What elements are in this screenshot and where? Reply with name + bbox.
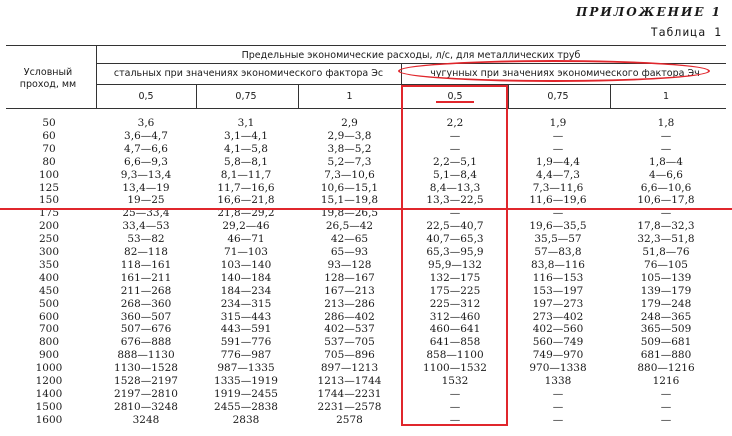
table-row <box>0 363 732 373</box>
value-cell: 10,6—17,8 <box>637 194 695 207</box>
value-cell: 11,7—16,6 <box>217 181 275 194</box>
diameter-cell: 250 <box>38 233 60 246</box>
value-cell: 179—248 <box>640 297 692 310</box>
diameter-cell: 200 <box>38 220 60 233</box>
value-cell: 591—776 <box>220 336 272 349</box>
value-cell: — <box>660 413 672 426</box>
value-cell: 19,6—35,5 <box>529 220 587 233</box>
top-header: Предельные экономические расходы, л/с, для металлических труб <box>241 50 581 61</box>
diameter-cell: 350 <box>38 258 60 271</box>
value-cell: 6,6—9,3 <box>124 155 168 168</box>
annotation-box <box>401 85 508 426</box>
value-cell: 749—970 <box>532 349 584 362</box>
value-cell: 1919—2455 <box>214 387 278 400</box>
value-cell: 93—128 <box>327 258 372 271</box>
value-cell: 402—560 <box>532 323 584 336</box>
value-cell: 312—460 <box>429 310 481 323</box>
value-cell: 286—402 <box>324 310 375 323</box>
table-label: Таблица 1 <box>650 25 722 39</box>
value-cell: 9,3—13,4 <box>120 168 172 181</box>
value-cell: 71—103 <box>224 246 268 258</box>
value-cell: 5,8—8,1 <box>224 155 268 168</box>
value-cell: 1,8—4 <box>649 155 683 168</box>
value-cell: 15,1—19,8 <box>320 194 379 207</box>
value-cell: 1130—1528 <box>114 362 178 375</box>
value-cell: 5,2—7,3 <box>327 155 372 168</box>
value-cell: 184—234 <box>220 284 272 297</box>
value-cell: 40,7—65,3 <box>426 233 484 246</box>
value-cell: — <box>449 207 461 220</box>
value-cell: 3,1—4,1 <box>224 129 268 142</box>
value-cell: 3,6 <box>137 117 155 129</box>
value-cell: 10,6—15,1 <box>320 181 379 194</box>
header-bottom-rule <box>6 108 726 109</box>
value-cell: 2197—2810 <box>114 387 178 400</box>
value-cell: 2,2 <box>446 117 464 129</box>
value-cell: 175—225 <box>429 284 481 297</box>
value-cell: 65,3—95,9 <box>426 246 484 258</box>
value-cell: — <box>449 387 461 400</box>
diameter-cell: 150 <box>38 194 60 207</box>
value-cell: — <box>552 387 564 400</box>
diameter-cell: 100 <box>38 168 60 181</box>
value-cell: 1338 <box>544 375 572 387</box>
diameter-cell: 1000 <box>35 362 63 375</box>
value-cell: 2,2—5,1 <box>433 155 477 168</box>
value-cell: 4,1—5,8 <box>224 142 268 155</box>
factor-cast-0-5: 0,5 <box>447 91 463 102</box>
value-cell: 16,6—21,8 <box>217 194 275 207</box>
table-row <box>0 131 732 141</box>
value-cell: 5,1—8,4 <box>433 168 477 181</box>
value-cell: 128—167 <box>324 271 375 284</box>
value-cell: 4,4—7,3 <box>536 168 580 181</box>
table-row <box>0 273 732 283</box>
value-cell: 1100—1532 <box>423 362 487 375</box>
table-row <box>0 170 732 180</box>
value-cell: 161—211 <box>120 271 172 284</box>
value-cell: 1335—1919 <box>214 375 278 387</box>
value-cell: 3248 <box>132 413 160 426</box>
value-cell: — <box>449 400 461 413</box>
value-cell: 365—509 <box>640 323 692 336</box>
value-cell: 29,2—46 <box>222 220 270 233</box>
value-cell: 537—705 <box>324 336 375 349</box>
diameter-cell: 900 <box>38 349 60 362</box>
value-cell: 21,8—29,2 <box>217 207 275 220</box>
value-cell: 248—365 <box>640 310 692 323</box>
value-cell: 402—537 <box>324 323 375 336</box>
value-cell: — <box>660 129 672 142</box>
value-cell: 360—507 <box>120 310 172 323</box>
table-row <box>0 376 732 386</box>
value-cell: 3,8—5,2 <box>327 142 372 155</box>
value-cell: 1213—1744 <box>317 375 382 387</box>
value-cell: 560—749 <box>532 336 584 349</box>
value-cell: 19—25 <box>127 194 165 207</box>
table-row <box>0 157 732 167</box>
diameter-cell: 1200 <box>35 375 63 387</box>
value-cell: 3,1 <box>237 117 255 129</box>
factor-steel-1: 1 <box>346 91 353 102</box>
value-cell: 2578 <box>336 413 363 426</box>
value-cell: 46—71 <box>227 233 265 246</box>
value-cell: 1,8 <box>657 117 675 129</box>
value-cell: — <box>552 413 564 426</box>
diameter-cell: 1400 <box>35 387 63 400</box>
value-cell: 987—1335 <box>217 362 275 375</box>
table-row <box>0 299 732 309</box>
value-cell: — <box>449 142 461 155</box>
value-cell: — <box>660 400 672 413</box>
value-cell: — <box>449 413 461 426</box>
annotation-oval <box>398 60 710 82</box>
value-cell: 2,9—3,8 <box>327 129 372 142</box>
value-cell: 22,5—40,7 <box>426 220 484 233</box>
diameter-cell: 50 <box>42 117 56 129</box>
value-cell: 116—153 <box>532 271 584 284</box>
value-cell: 268—360 <box>120 297 172 310</box>
value-cell: 26,5—42 <box>325 220 374 233</box>
value-cell: 225—312 <box>429 297 481 310</box>
value-cell: — <box>552 400 564 413</box>
value-cell: 3,6—4,7 <box>124 129 168 142</box>
diameter-cell: 600 <box>38 310 60 323</box>
value-cell: 2810—3248 <box>114 400 178 413</box>
value-cell: 443—591 <box>220 323 272 336</box>
table-top-rule <box>6 45 726 46</box>
value-cell: 103—140 <box>220 258 272 271</box>
value-cell: 641—858 <box>429 336 481 349</box>
value-cell: 273—402 <box>532 310 584 323</box>
value-cell: 132—175 <box>429 271 481 284</box>
value-cell: 4,7—6,6 <box>124 142 168 155</box>
value-cell: 153—197 <box>532 284 584 297</box>
value-cell: 76—105 <box>644 258 688 271</box>
diameter-cell: 1500 <box>35 400 63 413</box>
factor-steel-0-5: 0,5 <box>138 91 154 102</box>
diameter-cell: 70 <box>42 142 56 155</box>
table-row <box>0 144 732 154</box>
value-cell: 118—161 <box>120 258 172 271</box>
value-cell: 83,8—116 <box>531 258 585 271</box>
value-cell: 2455—2838 <box>214 400 278 413</box>
table-row <box>0 221 732 231</box>
value-cell: 95,9—132 <box>428 258 482 271</box>
row-label-header: Условный проход, мм <box>19 67 77 90</box>
value-cell: 776—987 <box>220 349 272 362</box>
value-cell: 17,8—32,3 <box>637 220 695 233</box>
value-cell: 2231—2578 <box>317 400 382 413</box>
value-cell: 35,5—57 <box>534 233 582 246</box>
value-cell: 234—315 <box>220 297 272 310</box>
value-cell: 888—1130 <box>117 349 175 362</box>
value-cell: — <box>552 129 564 142</box>
diameter-cell: 400 <box>38 271 60 284</box>
value-cell: 82—118 <box>124 246 168 258</box>
value-cell: 509—681 <box>640 336 692 349</box>
table-row <box>0 195 732 205</box>
diameter-cell: 500 <box>38 297 60 310</box>
value-cell: 13,4—19 <box>122 181 170 194</box>
diameter-cell: 700 <box>38 323 60 336</box>
value-cell: 32,3—51,8 <box>637 233 695 246</box>
table-row <box>0 234 732 244</box>
value-cell: 880—1216 <box>637 362 695 375</box>
diameter-cell: 175 <box>38 207 60 220</box>
value-cell: 25—33,4 <box>122 207 170 220</box>
value-cell: 139—179 <box>640 284 692 297</box>
value-cell: 19,8—26,5 <box>320 207 379 220</box>
value-cell: 13,3—22,5 <box>426 194 484 207</box>
value-cell: 8,1—11,7 <box>220 168 272 181</box>
value-cell: 7,3—11,6 <box>532 181 584 194</box>
value-cell: 2838 <box>232 413 260 426</box>
value-cell: 213—286 <box>324 297 375 310</box>
value-cell: 315—443 <box>220 310 272 323</box>
value-cell: 897—1213 <box>320 362 379 375</box>
value-cell: 705—896 <box>324 349 375 362</box>
table-row <box>0 247 732 257</box>
cast-iron-header: чугунных при значениях экономического фактора Эч <box>430 68 700 79</box>
diameter-cell: 1600 <box>35 413 63 426</box>
table-row <box>0 118 732 128</box>
table-row <box>0 312 732 322</box>
diameter-cell: 80 <box>42 155 56 168</box>
value-cell: — <box>660 207 672 220</box>
table-row <box>0 402 732 412</box>
value-cell: 4—6,6 <box>649 168 683 181</box>
value-cell: 140—184 <box>220 271 272 284</box>
value-cell: 105—139 <box>640 271 692 284</box>
value-cell: 51,8—76 <box>642 246 690 258</box>
value-cell: 2,9 <box>341 117 358 129</box>
value-cell: 858—1100 <box>426 349 484 362</box>
value-cell: 1744—2231 <box>317 387 382 400</box>
table-row <box>0 286 732 296</box>
annotation-line <box>0 208 732 210</box>
value-cell: 970—1338 <box>529 362 587 375</box>
value-cell: 681—880 <box>640 349 692 362</box>
value-cell: 57—83,8 <box>534 246 582 258</box>
table-row <box>0 350 732 360</box>
value-cell: 197—273 <box>532 297 584 310</box>
value-cell: — <box>660 387 672 400</box>
value-cell: — <box>660 142 672 155</box>
steel-header: стальных при значениях экономического фактора Эс <box>113 68 384 79</box>
value-cell: 460—641 <box>429 323 481 336</box>
diameter-cell: 125 <box>38 181 60 194</box>
table-row <box>0 324 732 334</box>
diameter-cell: 60 <box>42 129 56 142</box>
factor-steel-0-75: 0,75 <box>235 91 257 102</box>
value-cell: — <box>552 142 564 155</box>
table-row <box>0 389 732 399</box>
factor-cast-1: 1 <box>662 91 670 102</box>
value-cell: 8,4—13,3 <box>429 181 481 194</box>
value-cell: 7,3—10,6 <box>324 168 375 181</box>
diameter-cell: 450 <box>38 284 60 297</box>
factor-cast-0-75: 0,75 <box>547 91 569 102</box>
diameter-cell: 300 <box>38 246 60 258</box>
table-row <box>0 337 732 347</box>
value-cell: 11,6—19,6 <box>529 194 587 207</box>
value-cell: 53—82 <box>127 233 165 246</box>
value-cell: 676—888 <box>120 336 172 349</box>
value-cell: 1,9—4,4 <box>536 155 580 168</box>
table-row <box>0 260 732 270</box>
value-cell: 211—268 <box>120 284 172 297</box>
table-row <box>0 183 732 193</box>
value-cell: 6,6—10,6 <box>640 181 692 194</box>
value-cell: 1528—2197 <box>114 375 178 387</box>
value-cell: 1216 <box>652 375 680 387</box>
value-cell: — <box>449 129 461 142</box>
value-cell: — <box>552 207 564 220</box>
value-cell: 167—213 <box>324 284 375 297</box>
value-cell: 42—65 <box>330 233 369 246</box>
value-cell: 1532 <box>441 375 469 387</box>
table-row <box>0 415 732 425</box>
value-cell: 1,9 <box>549 117 567 129</box>
value-cell: 33,4—53 <box>122 220 170 233</box>
diameter-cell: 800 <box>38 336 60 349</box>
value-cell: 65—93 <box>330 246 369 258</box>
value-cell: 507—676 <box>120 323 172 336</box>
appendix-title: ПРИЛОЖЕНИЕ 1 <box>575 5 722 19</box>
